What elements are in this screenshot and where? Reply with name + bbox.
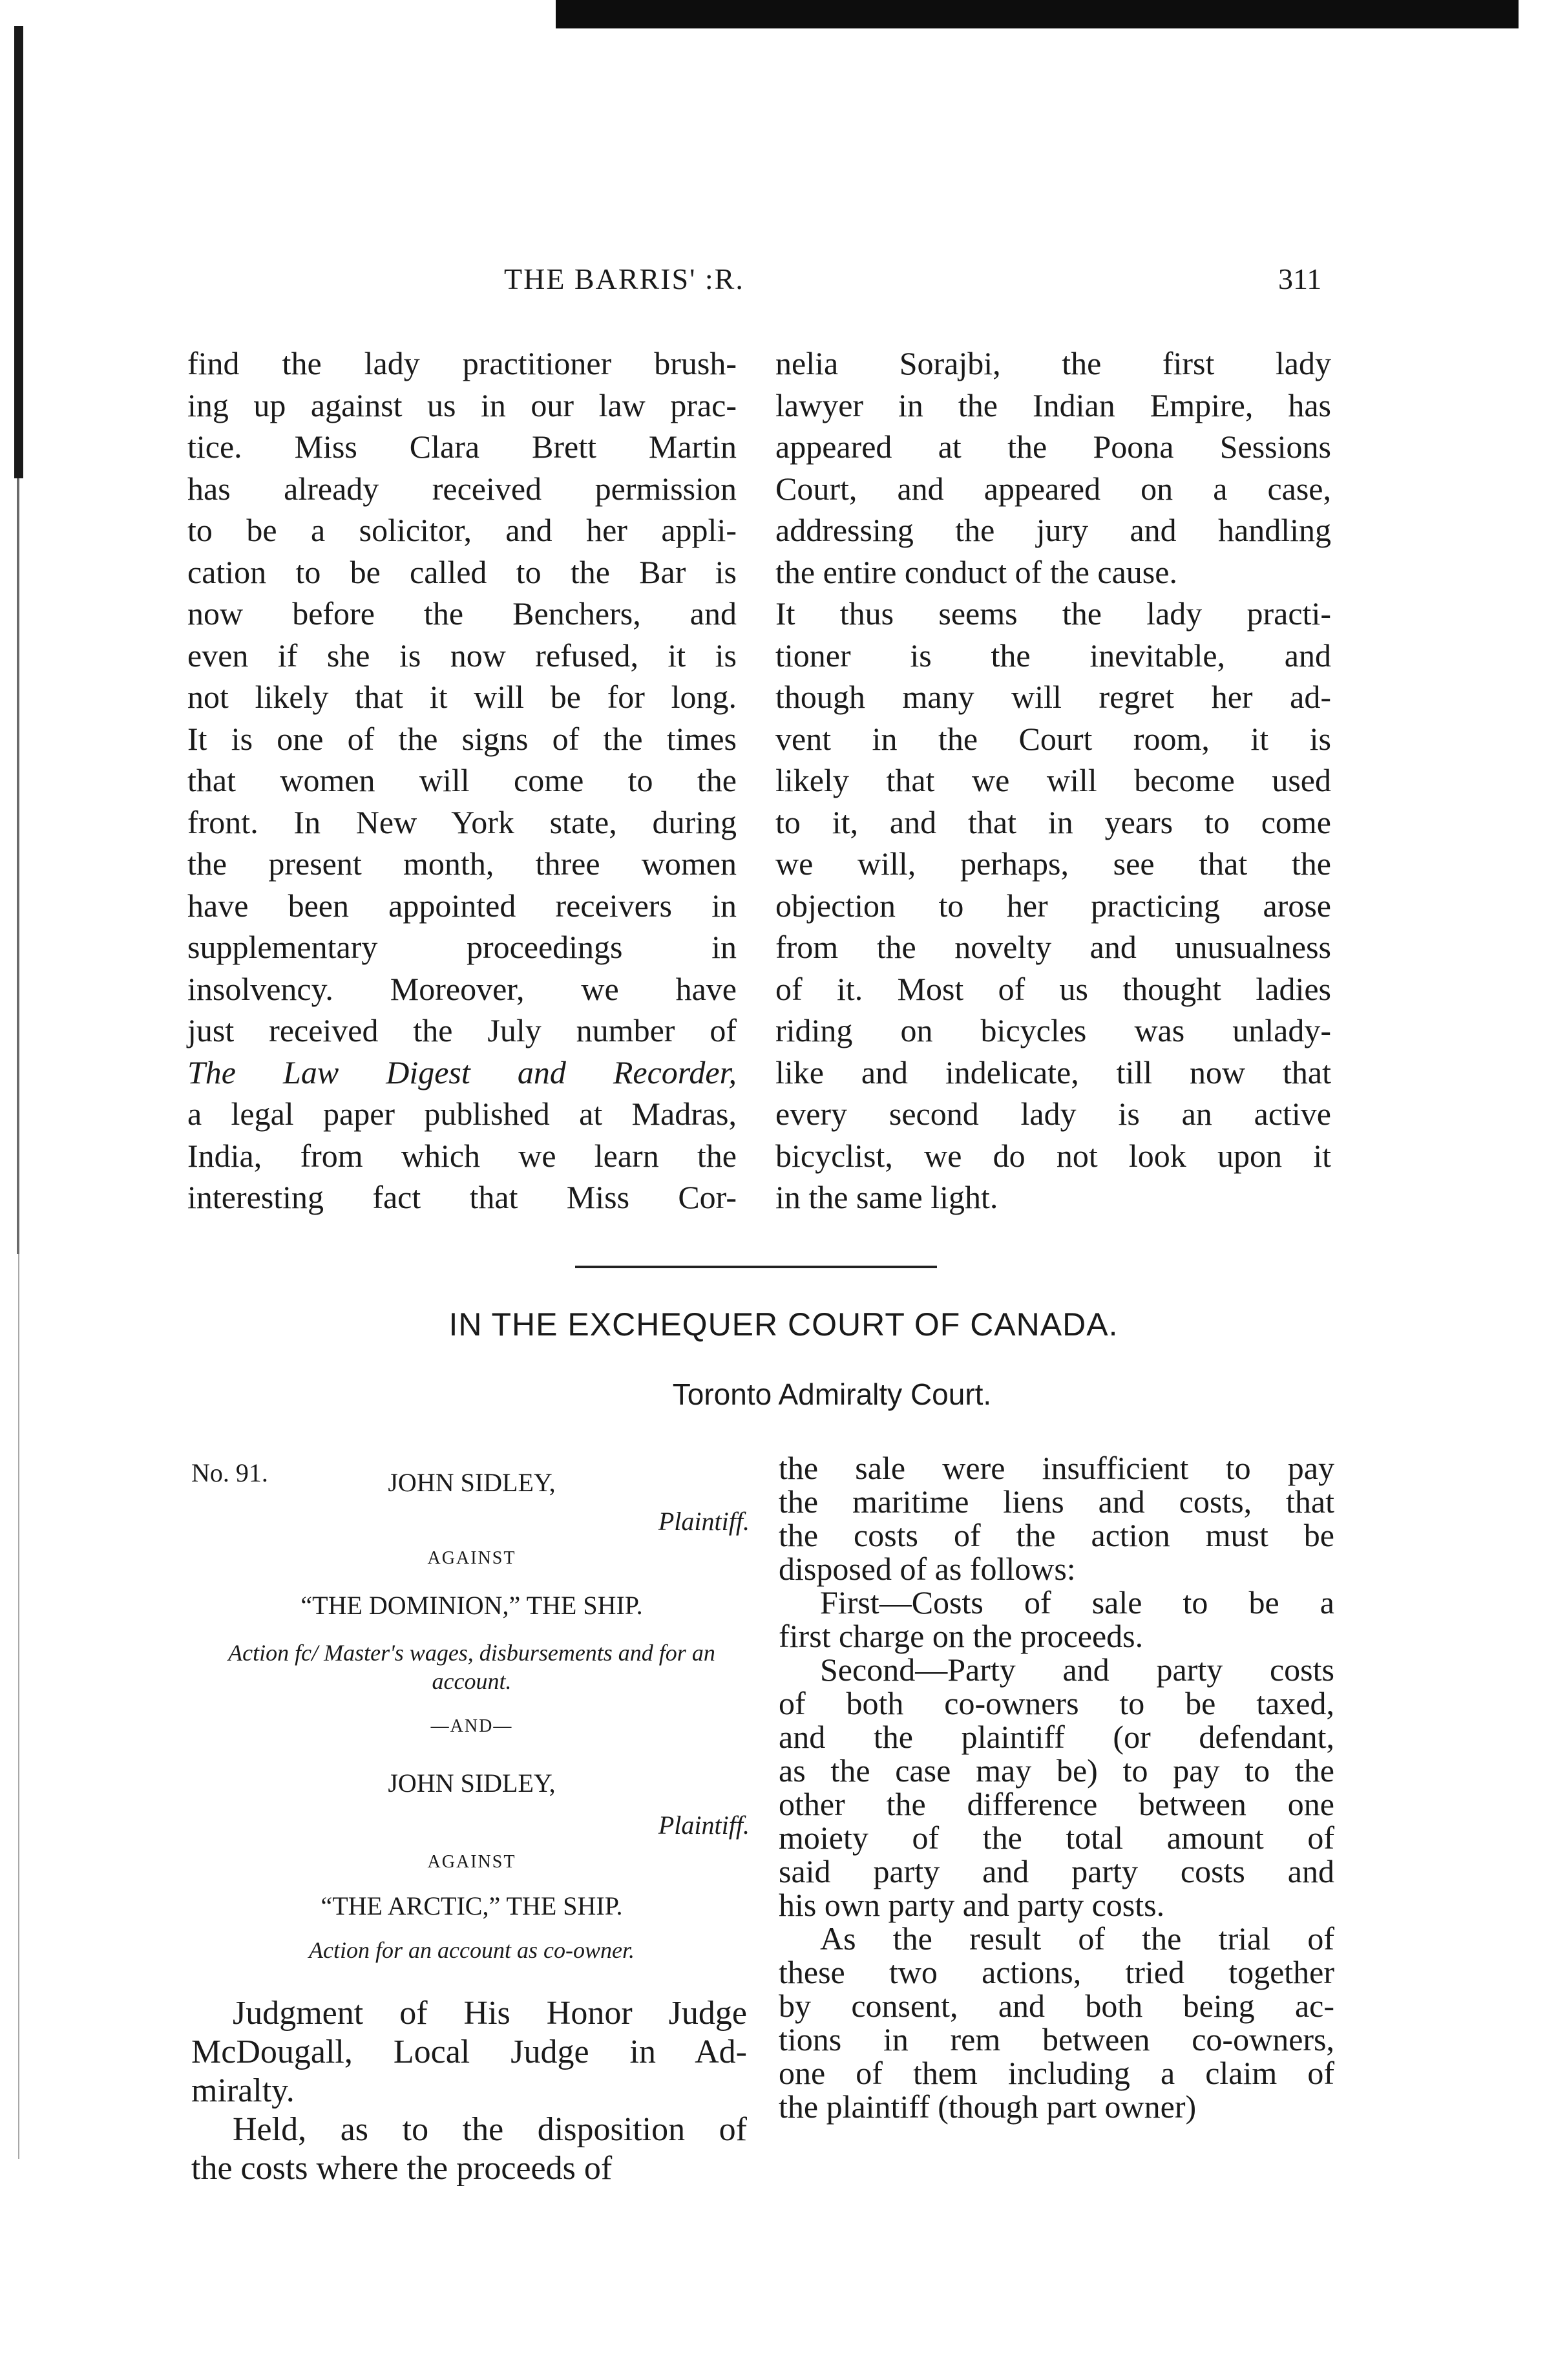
plaintiff-name: JOHN SIDLEY, (388, 1769, 556, 1798)
text-line: front. In New York state, during (187, 803, 737, 840)
case-number: No. 91. (191, 1458, 268, 1487)
text-line: by consent, and both being ac- (779, 1988, 1334, 2024)
section-title: IN THE EXCHEQUER COURT OF CANADA. (448, 1306, 1119, 1343)
section-divider (575, 1266, 937, 1268)
plaintiff-name: JOHN SIDLEY, (388, 1468, 556, 1497)
text-line: his own party and party costs. (779, 1887, 1165, 1923)
text-line: as the case may be) to pay to the (779, 1752, 1334, 1789)
text-line: in the same light. (775, 1179, 998, 1215)
text-line: the sale were insufficient to pay (779, 1450, 1334, 1486)
text-line: these two actions, tried together (779, 1954, 1334, 1990)
text-line: nelia Sorajbi, the first lady (775, 345, 1331, 381)
editorial-right-column (775, 343, 1331, 1218)
text-line: and the plaintiff (or defendant, (779, 1719, 1334, 1755)
scan-edge-shadow (14, 26, 23, 478)
against-label: AGAINST (427, 1548, 516, 1568)
text-line: just received the July number of (187, 1012, 737, 1048)
plaintiff-label: Plaintiff. (658, 1811, 750, 1840)
text-line: said party and party costs and (779, 1853, 1334, 1889)
text-line: addressing the jury and handling (775, 512, 1331, 548)
text-line: insolvency. Moreover, we have (187, 970, 737, 1007)
defendant-name: “THE DOMINION,” THE SHIP. (300, 1591, 643, 1620)
text-line: now before the Benchers, and (187, 595, 737, 632)
text-line: like and indelicate, till now that (775, 1054, 1331, 1090)
text-line: objection to her practicing arose (775, 887, 1331, 924)
text-line: India, from which we learn the (187, 1137, 737, 1174)
judgment-right-column (779, 1451, 1334, 2123)
text-line: to it, and that in years to come (775, 803, 1331, 840)
scan-top-rule (556, 0, 1519, 28)
text-line: cation to be called to the Bar is (187, 553, 737, 590)
text-line: not likely that it will be for long. (187, 679, 737, 715)
plaintiff-label: Plaintiff. (658, 1507, 750, 1536)
text-line: the costs of the action must be (779, 1517, 1334, 1553)
text-line: tions in rem between co-owners, (779, 2021, 1334, 2057)
text-line: Court, and appeared on a case, (775, 470, 1331, 507)
text-line: Judgment of His Honor Judge (233, 1995, 747, 2032)
text-line: tioner is the inevitable, and (775, 637, 1331, 674)
text-line: First—Costs of sale to be a (820, 1584, 1334, 1620)
text-line: appeared at the Poona Sessions (775, 429, 1331, 465)
and-label: —AND— (430, 1716, 513, 1736)
text-line: even if she is now refused, it is (187, 637, 737, 674)
action-description: Action for an account as co-owner. (309, 1937, 635, 1963)
text-line: Held, as to the disposition of (233, 2111, 747, 2148)
text-line: of it. Most of us thought ladies (775, 970, 1331, 1007)
text-line: have been appointed receivers in (187, 887, 737, 924)
text-line: one of them including a claim of (779, 2055, 1334, 2091)
section-subtitle: Toronto Admiralty Court. (672, 1377, 992, 1411)
text-line: As the result of the trial of (820, 1920, 1334, 1957)
scan-edge-shadow (17, 478, 19, 1254)
text-line: a legal paper published at Madras, (187, 1096, 737, 1132)
text-line: bicyclist, we do not look upon it (775, 1137, 1331, 1174)
text-line: miralty. (191, 2072, 295, 2109)
text-line: we will, perhaps, see that the (775, 845, 1331, 882)
text-line: has already received permission (187, 470, 737, 507)
text-line: vent in the Court room, it is (775, 720, 1331, 757)
text-line: first charge on the proceeds. (779, 1618, 1144, 1654)
text-line: riding on bicycles was unlady- (775, 1012, 1331, 1048)
text-line: the entire conduct of the cause. (775, 553, 1177, 590)
page-number: 311 (1278, 262, 1322, 295)
defendant-name: “THE ARCTIC,” THE SHIP. (321, 1891, 623, 1920)
text-line: interesting fact that Miss Cor- (187, 1179, 737, 1215)
text-line: Second—Party and party costs (820, 1652, 1334, 1688)
text-line: It thus seems the lady practi- (775, 595, 1331, 632)
text-line: moiety of the total amount of (779, 1820, 1334, 1856)
text-line: disposed of as follows: (779, 1551, 1076, 1587)
text-line: tice. Miss Clara Brett Martin (187, 429, 737, 465)
text-line: supplementary proceedings in (187, 929, 737, 965)
judgment-left-column (191, 1994, 747, 2188)
text-line: find the lady practitioner brush- (187, 345, 737, 381)
editorial-left-column (187, 343, 737, 1218)
text-line: It is one of the signs of the times (187, 720, 737, 757)
text-line: of both co-owners to be taxed, (779, 1685, 1334, 1721)
text-line: the maritime liens and costs, that (779, 1483, 1334, 1520)
text-line: McDougall, Local Judge in Ad- (191, 2034, 747, 2070)
text-line: ing up against us in our law prac- (187, 387, 737, 423)
against-label: AGAINST (427, 1852, 516, 1872)
running-title: THE BARRIS' :R. (504, 262, 744, 295)
text-line: The Law Digest and Recorder, (187, 1054, 737, 1090)
text-line: likely that we will become used (775, 762, 1331, 798)
text-line: to be a solicitor, and her appli- (187, 512, 737, 548)
text-line: the present month, three women (187, 845, 737, 882)
text-line: the costs where the proceeds of (191, 2150, 613, 2187)
text-line: every second lady is an active (775, 1096, 1331, 1132)
action-description: Action fc/ Master's wages, disbursements and for an account. (228, 1640, 715, 1694)
text-line: though many will regret her ad- (775, 679, 1331, 715)
text-line: the plaintiff (though part owner) (779, 2088, 1197, 2125)
text-line: lawyer in the Indian Empire, has (775, 387, 1331, 423)
text-line: other the difference between one (779, 1786, 1334, 1822)
text-line: from the novelty and unusualness (775, 929, 1331, 965)
text-line: that women will come to the (187, 762, 737, 798)
